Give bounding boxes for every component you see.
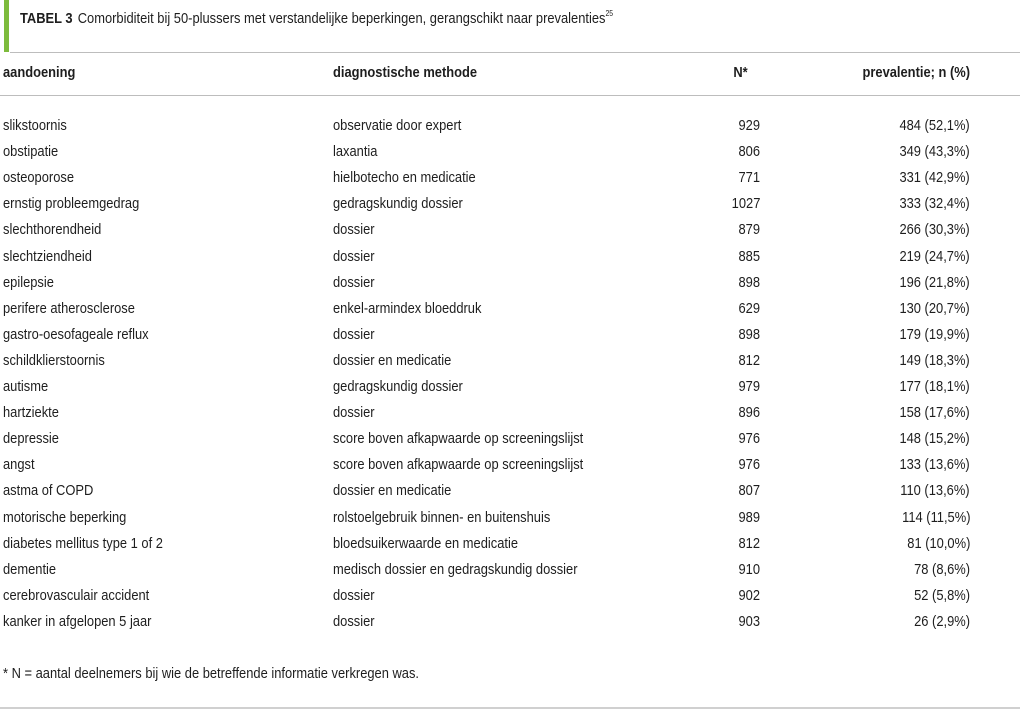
cell-prevalentie: 110 (13,6%) — [900, 482, 970, 499]
cell-n: 898 — [738, 326, 760, 343]
cell-n: 812 — [738, 352, 760, 369]
cell-diagnostische-methode: score boven afkapwaarde op screeningslijst — [333, 430, 584, 447]
cell-n: 885 — [738, 248, 760, 265]
cell-aandoening: slechthorendheid — [3, 221, 102, 238]
cell-aandoening: schildklierstoornis — [3, 352, 105, 369]
cell-aandoening: slechtziendheid — [3, 248, 92, 265]
cell-aandoening: perifere atherosclerose — [3, 300, 135, 317]
cell-diagnostische-methode: dossier — [333, 248, 375, 265]
cell-aandoening: slikstoornis — [3, 117, 67, 134]
accent-bar — [4, 0, 9, 52]
cell-n: 976 — [738, 456, 760, 473]
cell-aandoening: hartziekte — [3, 404, 59, 421]
table-title — [20, 9, 613, 27]
cell-aandoening: motorische beperking — [3, 509, 127, 526]
header-n: N* — [733, 64, 748, 81]
cell-diagnostische-methode: dossier — [333, 613, 375, 630]
cell-aandoening: cerebrovasculair accident — [3, 587, 150, 604]
cell-n: 902 — [738, 587, 760, 604]
cell-n: 896 — [738, 404, 760, 421]
cell-aandoening: osteoporose — [3, 169, 75, 186]
cell-diagnostische-methode: enkel-armindex bloeddruk — [333, 300, 482, 317]
cell-prevalentie: 133 (13,6%) — [899, 456, 970, 473]
cell-aandoening: depressie — [3, 430, 59, 447]
cell-n: 989 — [738, 509, 760, 526]
cell-n: 879 — [738, 221, 760, 238]
header-prevalentie: prevalentie; n (%) — [862, 64, 970, 81]
cell-diagnostische-methode: score boven afkapwaarde op screeningslijst — [333, 456, 584, 473]
cell-n: 979 — [738, 378, 760, 395]
cell-diagnostische-methode: gedragskundig dossier — [333, 195, 463, 212]
cell-diagnostische-methode: medisch dossier en gedragskundig dossier — [333, 561, 578, 578]
cell-n: 1027 — [731, 195, 760, 212]
cell-n: 807 — [738, 482, 760, 499]
cell-prevalentie: 177 (18,1%) — [899, 378, 970, 395]
cell-prevalentie: 78 (8,6%) — [914, 561, 970, 578]
cell-aandoening: angst — [3, 456, 35, 473]
cell-diagnostische-methode: dossier — [333, 274, 375, 291]
cell-n: 910 — [738, 561, 760, 578]
cell-aandoening: kanker in afgelopen 5 jaar — [3, 613, 152, 630]
cell-n: 929 — [738, 117, 760, 134]
cell-prevalentie: 81 (10,0%) — [906, 535, 970, 552]
cell-diagnostische-methode: dossier — [333, 221, 375, 238]
cell-prevalentie: 349 (43,3%) — [899, 143, 970, 160]
cell-diagnostische-methode: dossier — [333, 587, 375, 604]
cell-prevalentie: 484 (52,1%) — [899, 117, 970, 134]
cell-prevalentie: 149 (18,3%) — [899, 352, 970, 369]
table-label: TABEL 3 — [20, 10, 73, 27]
cell-n: 806 — [738, 143, 760, 160]
cell-prevalentie: 52 (5,8%) — [914, 587, 970, 604]
cell-prevalentie: 130 (20,7%) — [899, 300, 970, 317]
cell-diagnostische-methode: bloedsuikerwaarde en medicatie — [333, 535, 519, 552]
table-caption: Comorbiditeit bij 50-plussers met verstandelijke beperkingen, gerangschikt naar prevalenties — [77, 10, 606, 27]
bottom-divider — [0, 707, 1020, 709]
cell-aandoening: epilepsie — [3, 274, 54, 291]
cell-diagnostische-methode: gedragskundig dossier — [333, 378, 463, 395]
cell-prevalentie: 219 (24,7%) — [899, 248, 970, 265]
cell-diagnostische-methode: rolstoelgebruik binnen- en buitenshuis — [333, 509, 551, 526]
cell-aandoening: ernstig probleemgedrag — [3, 195, 140, 212]
cell-prevalentie: 333 (32,4%) — [899, 195, 970, 212]
cell-prevalentie: 148 (15,2%) — [899, 430, 970, 447]
reference-superscript: 25 — [605, 9, 614, 18]
cell-n: 898 — [738, 274, 760, 291]
cell-n: 976 — [738, 430, 760, 447]
cell-aandoening: obstipatie — [3, 143, 59, 160]
cell-aandoening: autisme — [3, 378, 49, 395]
cell-prevalentie: 196 (21,8%) — [899, 274, 970, 291]
cell-prevalentie: 179 (19,9%) — [899, 326, 970, 343]
header-diagnostische-methode: diagnostische methode — [333, 64, 478, 81]
cell-n: 771 — [738, 169, 760, 186]
cell-aandoening: dementie — [3, 561, 57, 578]
cell-diagnostische-methode: dossier — [333, 326, 375, 343]
cell-diagnostische-methode: dossier en medicatie — [333, 352, 452, 369]
cell-diagnostische-methode: dossier — [333, 404, 375, 421]
cell-prevalentie: 266 (30,3%) — [899, 221, 970, 238]
cell-diagnostische-methode: observatie door expert — [333, 117, 462, 134]
header-aandoening: aandoening — [3, 64, 76, 81]
cell-n: 812 — [738, 535, 760, 552]
cell-aandoening: diabetes mellitus type 1 of 2 — [3, 535, 163, 552]
cell-prevalentie: 158 (17,6%) — [899, 404, 970, 421]
cell-n: 629 — [738, 300, 760, 317]
title-divider — [10, 52, 1020, 53]
cell-n: 903 — [738, 613, 760, 630]
cell-prevalentie: 26 (2,9%) — [914, 613, 970, 630]
cell-diagnostische-methode: dossier en medicatie — [333, 482, 452, 499]
cell-prevalentie: 331 (42,9%) — [899, 169, 970, 186]
cell-diagnostische-methode: laxantia — [333, 143, 378, 160]
cell-prevalentie: 114 (11,5%) — [901, 509, 970, 526]
cell-aandoening: astma of COPD — [3, 482, 94, 499]
header-divider — [0, 95, 1020, 96]
footnote: * N = aantal deelnemers bij wie de betreffende informatie verkregen was. — [3, 665, 420, 682]
cell-diagnostische-methode: hielbotecho en medicatie — [333, 169, 476, 186]
cell-aandoening: gastro-oesofageale reflux — [3, 326, 149, 343]
